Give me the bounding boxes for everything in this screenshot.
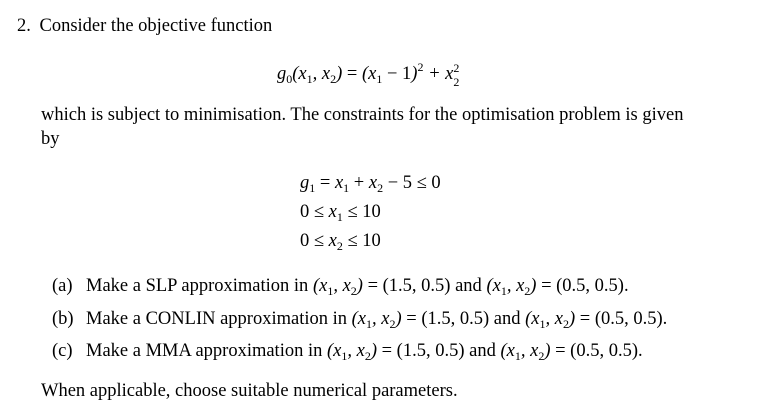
closing-text: When applicable, choose suitable numerical parameters. [41, 381, 458, 401]
problem-intro-line [17, 15, 272, 37]
problem-intro: Consider the objective function [39, 16, 273, 36]
constraint-x2-bounds: $0 \le x_2 \le 10$ [300, 231, 381, 253]
constraint-g1: $g_1 = x_1 + x_2 - 5 \le 0$ [300, 173, 441, 195]
constraint-x1-bounds: $0 \le x_1 \le 10$ [300, 202, 381, 224]
part-b-text: Make a CONLIN approximation in [86, 309, 347, 329]
part-b: (b) Make a CONLIN approximation in ($x_1$, $x_2) = (1.5$, 0.5) and ($x_1$, $x_2) = (0.5$, 0.5). [52, 309, 668, 331]
objective-equation: $g_0(x_1$, $x_2) = (x_1 - 1)^2 + x$ 2 2 [277, 60, 460, 89]
subject-text-line2: by [41, 129, 60, 149]
part-a-label: (a) [52, 276, 73, 296]
part-a-text: Make a SLP approximation in [86, 276, 309, 296]
part-b-label: (b) [52, 309, 74, 329]
part-c-text: Make a MMA approximation in [86, 341, 323, 361]
part-c: (c) Make a MMA approximation in ($x_1$, $x_2) = (1.5$, 0.5) and ($x_1$, $x_2) = (0.5$, 0.5). [52, 341, 643, 363]
subject-text-line1: which is subject to minimisation. The constraints for the optimisation problem is given [41, 105, 684, 125]
problem-number: 2. [17, 16, 31, 36]
part-a: (a) Make a SLP approximation in ($x_1$, $x_2) = (1.5$, 0.5) and ($x_1$, $x_2) = (0.5$, 0.5). [52, 276, 629, 298]
part-c-label: (c) [52, 341, 73, 361]
